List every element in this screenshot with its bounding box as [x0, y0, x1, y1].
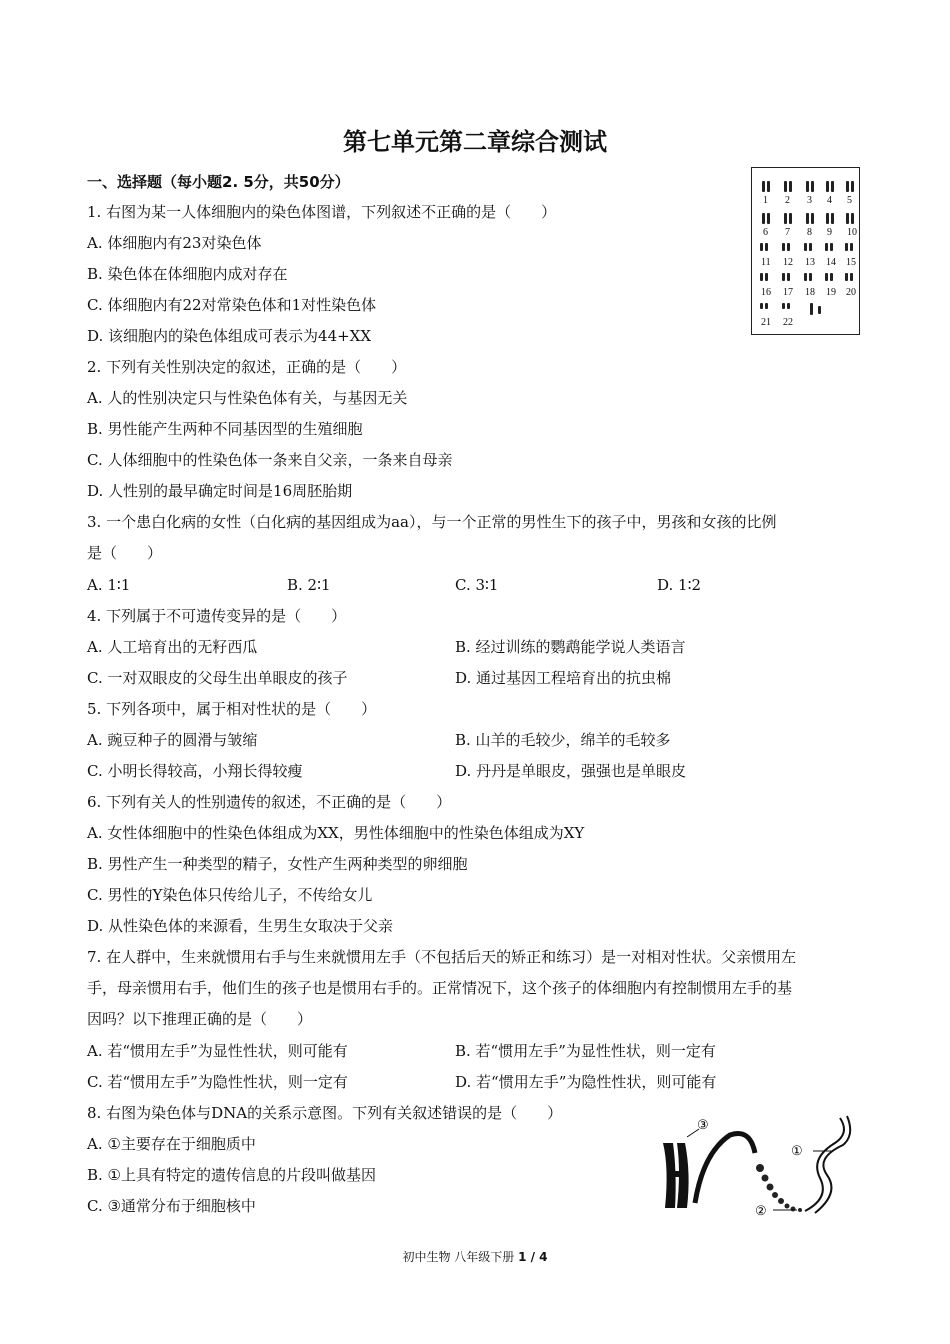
question-3-option-d: D. 1∶2: [657, 576, 702, 594]
question-6-option-a: A. 女性体细胞中的性染色体组成为XX，男性体细胞中的性染色体组成为XY: [87, 824, 585, 842]
question-7-stem: 7. 在人群中，生来就惯用右手与生来就惯用左手（不包括后天的矫正和练习）是一对相对性状。父亲惯用左: [87, 948, 797, 966]
question-2-option-c: C. 人体细胞中的性染色体一条来自父亲，一条来自母亲: [87, 451, 453, 469]
question-5-option-c: C. 小明长得较高，小翔长得较瘦: [87, 762, 303, 780]
chromosome-glyph: [845, 243, 848, 251]
karyotype-number: 14: [826, 257, 836, 268]
chromosome-glyph: [784, 213, 787, 224]
chromosome-dna-diagram: [655, 1113, 855, 1223]
chromosome-glyph: [804, 273, 807, 281]
chromosome-glyph: [762, 181, 765, 192]
question-3-option-c: C. 3∶1: [455, 576, 499, 594]
chromosome-glyph: [826, 213, 829, 224]
karyotype-number: 15: [846, 257, 856, 268]
question-7-stem-cont2: 因吗？以下推理正确的是（ ）: [87, 1010, 313, 1028]
question-1-option-c: C. 体细胞内有22对常染色体和1对性染色体: [87, 296, 377, 314]
footer-text: 初中生物 八年级下册: [402, 1250, 519, 1264]
question-3-stem: 3. 一个患白化病的女性（白化病的基因组成为aa），与一个正常的男性生下的孩子中，男孩和女孩的比例: [87, 513, 777, 531]
chromosome-glyph: [831, 181, 834, 192]
question-3-option-b: B. 2∶1: [287, 576, 331, 594]
question-2-option-a: A. 人的性别决定只与性染色体有关，与基因无关: [87, 389, 408, 407]
chromosome-glyph: [825, 273, 828, 281]
karyotype-number: 4: [827, 195, 832, 206]
chromosome-glyph: [830, 273, 833, 281]
karyotype-number: 7: [785, 227, 790, 238]
karyotype-number: 1: [763, 195, 768, 206]
label-1: ①: [791, 1144, 803, 1159]
question-3-option-a: A. 1∶1: [87, 576, 131, 594]
chromosome-glyph: [789, 213, 792, 224]
chromosome-glyph: [846, 181, 849, 192]
chromosome-glyph: [826, 181, 829, 192]
section-heading: 一、选择题（每小题2. 5分，共50分）: [87, 173, 350, 191]
question-5-stem: 5. 下列各项中，属于相对性状的是（ ）: [87, 700, 377, 718]
question-6-option-b: B. 男性产生一种类型的精子，女性产生两种类型的卵细胞: [87, 855, 468, 873]
karyotype-number: 8: [807, 227, 812, 238]
question-4-option-b: B. 经过训练的鹦鹉能学说人类语言: [455, 638, 686, 656]
question-4-stem: 4. 下列属于不可遗传变异的是（ ）: [87, 607, 347, 625]
chromosome-glyph: [760, 273, 763, 281]
karyotype-number: 20: [846, 287, 856, 298]
chromosome-glyph: [825, 243, 828, 251]
question-5-option-a: A. 豌豆种子的圆滑与皱缩: [87, 731, 258, 749]
label-2: ②: [755, 1204, 767, 1219]
chromosome-glyph: [851, 213, 854, 224]
chromosome-glyph: [782, 303, 785, 309]
chromosome-glyph: [811, 213, 814, 224]
karyotype-number: 2: [785, 195, 790, 206]
karyotype-number: 17: [783, 287, 793, 298]
chromosome-glyph: [809, 243, 812, 251]
chromosome-glyph: [804, 243, 807, 251]
chromosome-glyph: [789, 181, 792, 192]
question-7-option-c: C. 若“惯用左手”为隐性性状，则一定有: [87, 1073, 348, 1091]
question-6-option-d: D. 从性染色体的来源看，生男生女取决于父亲: [87, 917, 394, 935]
chromosome-glyph: [830, 243, 833, 251]
chromosome-glyph: [782, 243, 785, 251]
dna-helix: [805, 1116, 850, 1213]
karyotype-number: 13: [805, 257, 815, 268]
sex-chromosome-glyph: [818, 306, 821, 314]
question-1-stem: 1. 右图为某一人体细胞内的染色体图谱，下列叙述不正确的是（ ）: [87, 203, 557, 221]
chromosome-glyph: [806, 181, 809, 192]
chromosome-glyph: [760, 303, 763, 309]
chromosome-glyph: [831, 213, 834, 224]
chromosome-glyph: [787, 273, 790, 281]
chromosome-glyph: [787, 303, 790, 309]
question-1-option-a: A. 体细胞内有23对染色体: [87, 234, 262, 252]
label-3: ③: [697, 1118, 709, 1133]
chromosome-glyph: [811, 181, 814, 192]
chromosome-glyph: [767, 181, 770, 192]
karyotype-number: 18: [805, 287, 815, 298]
question-1-option-d: D. 该细胞内的染色体组成可表示为44+XX: [87, 327, 372, 345]
question-6-option-c: C. 男性的Y染色体只传给儿子，不传给女儿: [87, 886, 373, 904]
page-footer: [0, 1248, 950, 1265]
question-8-option-c: C. ③通常分布于细胞核中: [87, 1197, 256, 1215]
question-8-option-b: B. ①上具有特定的遗传信息的片段叫做基因: [87, 1166, 377, 1184]
chromosome-glyph: [762, 213, 765, 224]
karyotype-number: 3: [807, 195, 812, 206]
chromosome-glyph: [806, 213, 809, 224]
question-2-option-d: D. 人性别的最早确定时间是16周胚胎期: [87, 482, 353, 500]
question-5-option-d: D. 丹丹是单眼皮，强强也是单眼皮: [455, 762, 687, 780]
page-number: 1 / 4: [518, 1250, 548, 1264]
question-1-option-b: B. 染色体在体细胞内成对存在: [87, 265, 288, 283]
question-7-stem-cont: 手，母亲惯用右手，他们生的孩子也是惯用右手的。正常情况下，这个孩子的体细胞内有控制惯用左手的基: [87, 979, 793, 997]
chromosome-glyph: [850, 273, 853, 281]
karyotype-number: 6: [763, 227, 768, 238]
chromosome-glyph: [765, 303, 768, 309]
page-title: 第七单元第二章综合测试: [343, 128, 607, 156]
chromosome-shape: [663, 1143, 689, 1208]
chromosome-glyph: [809, 273, 812, 281]
chromosome-glyph: [760, 243, 763, 251]
karyotype-number: 9: [827, 227, 832, 238]
chromosome-glyph: [846, 213, 849, 224]
question-7-option-b: B. 若“惯用左手”为显性性状，则一定有: [455, 1042, 716, 1060]
karyotype-figure: [751, 167, 860, 335]
karyotype-number: 19: [826, 287, 836, 298]
question-7-option-d: D. 若“惯用左手”为隐性性状，则可能有: [455, 1073, 717, 1091]
coiled-strand: [695, 1133, 755, 1203]
karyotype-number: 16: [761, 287, 771, 298]
chromosome-glyph: [845, 273, 848, 281]
karyotype-number: 10: [847, 227, 857, 238]
karyotype-number: 21: [761, 317, 771, 328]
question-7-option-a: A. 若“惯用左手”为显性性状，则可能有: [87, 1042, 348, 1060]
chromosome-glyph: [765, 243, 768, 251]
karyotype-number: 11: [761, 257, 771, 268]
chromosome-glyph: [851, 181, 854, 192]
karyotype-number: 5: [847, 195, 852, 206]
chromosome-glyph: [782, 273, 785, 281]
question-3-stem-cont: 是（ ）: [87, 544, 163, 562]
question-2-stem: 2. 下列有关性别决定的叙述，正确的是（ ）: [87, 358, 407, 376]
question-4-option-a: A. 人工培育出的无籽西瓜: [87, 638, 258, 656]
sex-chromosome-glyph: [810, 303, 813, 315]
question-4-option-c: C. 一对双眼皮的父母生出单眼皮的孩子: [87, 669, 348, 687]
question-8-option-a: A. ①主要存在于细胞质中: [87, 1135, 256, 1153]
chromosome-glyph: [784, 181, 787, 192]
karyotype-number: 22: [783, 317, 793, 328]
chromosome-glyph: [850, 243, 853, 251]
question-6-stem: 6. 下列有关人的性别遗传的叙述，不正确的是（ ）: [87, 793, 452, 811]
chromosome-glyph: [765, 273, 768, 281]
chromosome-glyph: [787, 243, 790, 251]
question-2-option-b: B. 男性能产生两种不同基因型的生殖细胞: [87, 420, 363, 438]
question-8-stem: 8. 右图为染色体与DNA的关系示意图。下列有关叙述错误的是（ ）: [87, 1104, 563, 1122]
question-4-option-d: D. 通过基因工程培育出的抗虫棉: [455, 669, 672, 687]
chromosome-glyph: [767, 213, 770, 224]
question-5-option-b: B. 山羊的毛较少，绵羊的毛较多: [455, 731, 671, 749]
karyotype-number: 12: [783, 257, 793, 268]
